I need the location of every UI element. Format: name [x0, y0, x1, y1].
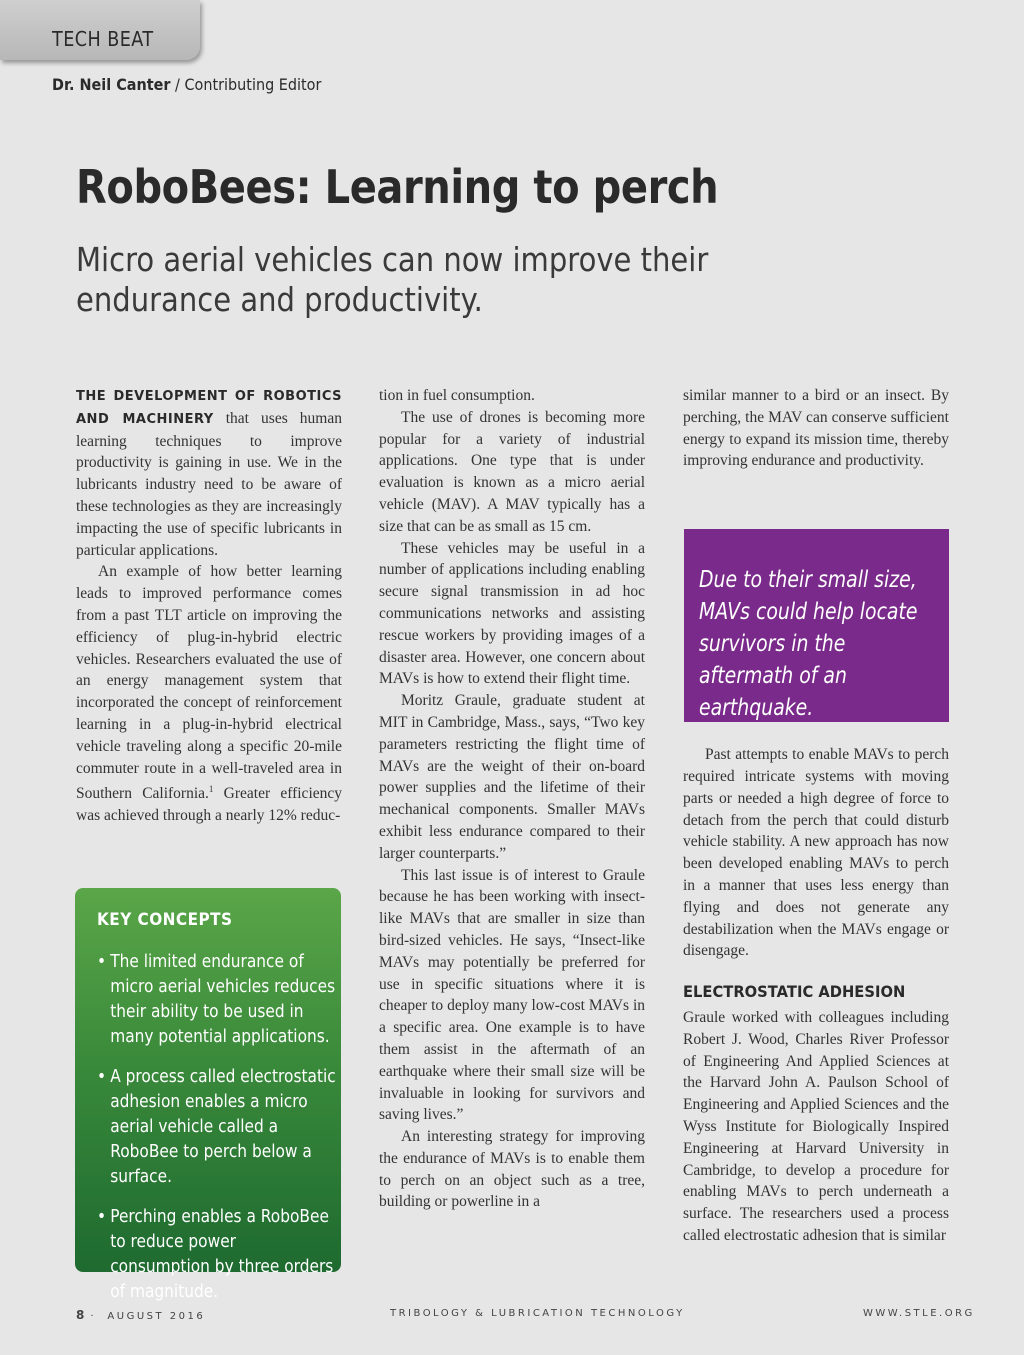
col2-paragraph: tion in fuel consumption. — [379, 387, 535, 404]
key-concept-item: • The limited endurance of micro aerial vehicles reduces their ability to be used in many potential applications. — [97, 950, 339, 1050]
col2-paragraph: The use of drones is becoming more popular for a variety of industrial applications. One type that is under evaluation is known as a micro aerial vehicle (MAV). A MAV typically has a size that can be as small as 15 cm. — [379, 408, 645, 535]
key-concept-item: • A process called electrostatic adhesion enables a micro aerial vehicle called a RoboBee to perch below a surface. — [97, 1065, 339, 1190]
column-1 — [76, 385, 342, 827]
footer-left — [76, 1308, 205, 1322]
section-tab — [0, 0, 200, 60]
col1-p2-text: An example of how better learning leads to improved performance comes from a past TLT article on improving the efficiency of plug-in-hybrid electric vehicles. Researchers evaluated the use of an energy management system that incorporated the concept of reinforcement learning in a plug-in-hybrid electrical vehicle traveling along a specific 20-mile commuter route in a well-traveled area in Southern California. — [76, 563, 342, 803]
footnote-ref: 1 — [208, 784, 214, 795]
website-url: WWW.STLE.ORG — [863, 1308, 975, 1319]
section-subhead: ELECTROSTATIC ADHESION — [683, 982, 906, 1002]
byline — [52, 75, 321, 94]
column-3 — [683, 385, 949, 1247]
footer-separator: · — [90, 1311, 97, 1322]
col3-paragraph: Past attempts to enable MAVs to perch required intricate systems with moving parts or needed a high degree of force to detach from the perch that could disturb vehicle stability. A new approach has now been developed enabling MAVs to perch in a manner that uses less energy than flying and does not generate any destabilization when the MAVs engage or disengage. — [683, 746, 949, 960]
byline-role: Contributing Editor — [184, 75, 322, 94]
col1-paragraph-2 — [76, 561, 342, 827]
col1-p1-text: that uses human learning techniques to improve productivity is gaining in use. We in the lubricants industry need to be aware of these technologies as they are increasingly impacting the use of specific lubricants in particular applications. — [76, 409, 342, 559]
col2-paragraph: These vehicles may be useful in a number of applications including enabling secure signal transmission in ad hoc communications networks and assisting rescue workers by providing images of a disaster area. However, one concern about MAVs is how to extend their flight time. — [379, 539, 645, 688]
publication-name: TRIBOLOGY & LUBRICATION TECHNOLOGY — [390, 1308, 685, 1319]
key-concepts-list — [97, 950, 337, 1320]
key-concepts-box — [75, 888, 341, 1302]
col1-p2-end: Greater efficiency was achieved through a nearly 12% reduc- — [76, 785, 343, 825]
column-2 — [379, 385, 645, 1213]
article-dek: Micro aerial vehicles can now improve their endurance and productivity. — [76, 240, 709, 319]
pull-quote-text: Due to their small size, MAVs could help locate survivors in the aftermath of an earthquake. — [699, 567, 918, 721]
col2-paragraph: Moritz Graule, graduate student at MIT in Cambridge, Mass., says, “Two key parameters restricting the flight time of MAVs are the weight of their on-board power supplies and the lifetime of their mechanical components. Smaller MAVs exhibit less endurance compared to their larger counterparts.” — [379, 692, 645, 862]
section-tab-label: TECH BEAT — [52, 27, 154, 51]
pull-quote-box — [684, 529, 949, 722]
article-headline: RoboBees: Learning to perch — [76, 160, 719, 214]
page-number: 8 — [76, 1308, 85, 1322]
col3-paragraph: Graule worked with colleagues including Robert J. Wood, Charles River Professor of Engineering And Applied Sciences at the Harvard John A. Paulson School of Engineering and Applied Sciences and the Wyss Institute for Biologically Inspired Engineering at Harvard University in Cambridge, to develop a procedure for enabling MAVs to perch underneath a surface. The researchers used a process called electrostatic adhesion that is similar — [683, 1008, 949, 1244]
byline-author: Dr. Neil Canter — [52, 75, 171, 94]
key-concept-item: • Perching enables a RoboBee to reduce power consumption by three orders of magnitude. — [97, 1205, 339, 1305]
col3-paragraph: similar manner to a bird or an insect. By perching, the MAV can conserve sufficient energy to expand its mission time, thereby improving endurance and productivity. — [683, 387, 949, 470]
byline-separator: / — [170, 75, 185, 94]
col2-paragraph: This last issue is of interest to Graule because he has been working with insect-like MAVs that are smaller in size than bird-sized vehicles. He says, “Insect-like MAVs may potentially be preferred for use in specific situations where it is cheaper to deploy many low-cost MAVs in a specific area. One example is to have them assist in the aftermath of an earthquake where their small size will be invaluable in looking for survivors and saving lives.” — [379, 866, 645, 1124]
col2-paragraph: An interesting strategy for improving the endurance of MAVs is to enable them to perch on an object such as a tree, building or powerline in a — [379, 1128, 645, 1211]
lead-in: THE DEVELOPMENT OF ROBOTICS AND MACHINERY — [76, 389, 342, 427]
issue-date: AUGUST 2016 — [107, 1311, 206, 1322]
key-concepts-title: KEY CONCEPTS — [97, 910, 233, 930]
col1-paragraph-1 — [76, 385, 342, 561]
